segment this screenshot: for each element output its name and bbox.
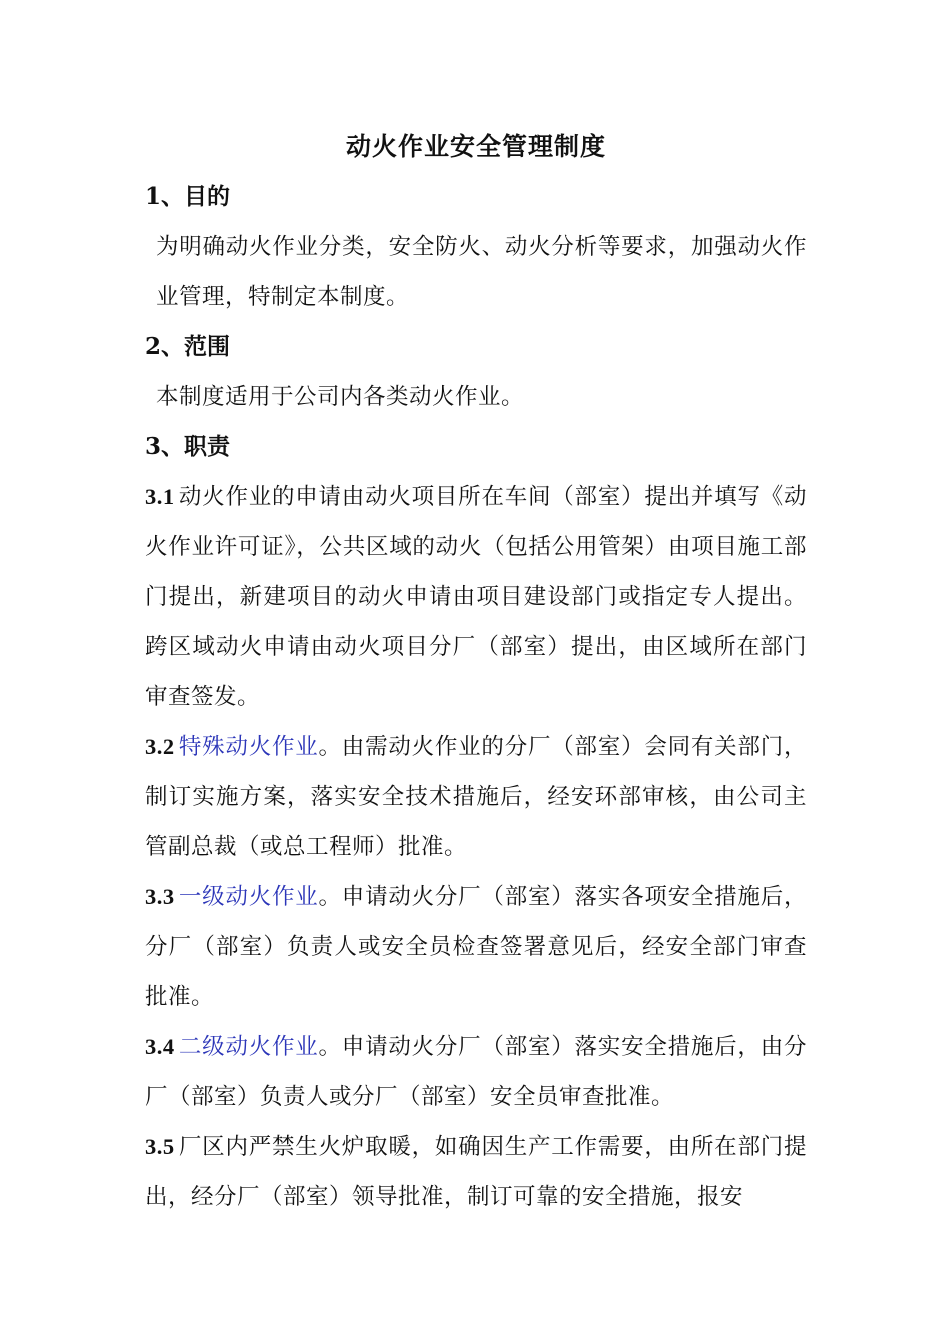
section-heading-duties: 3、职责 (145, 433, 231, 460)
duty-item-number: 3.4 (145, 1034, 175, 1059)
duty-item-number: 3.2 (145, 734, 175, 759)
section-heading-scope: 2、范围 (145, 333, 231, 360)
duty-item (145, 472, 807, 722)
duty-item-number: 3.5 (145, 1134, 175, 1159)
document-page (145, 126, 807, 1222)
duty-item (145, 872, 807, 1022)
duty-item-number: 3.3 (145, 884, 175, 909)
duty-item (145, 1022, 807, 1122)
document-title: 动火作业安全管理制度 (345, 132, 606, 161)
section-text-purpose: 为明确动火作业分类，安全防火、动火分析等要求，加强动火作业管理，特制定本制度。 (156, 234, 807, 310)
duty-item (145, 722, 807, 872)
duty-item-text: 。申请动火分厂（部室）落实各项安全措施后，分厂（部室）负责人或安全员检查签署意见后，经安全部门审查批准。 (145, 884, 807, 1010)
duty-item (145, 1122, 807, 1222)
section-heading-purpose: 1、目的 (145, 183, 231, 210)
duty-item-text: 动火作业的申请由动火项目所在车间（部室）提出并填写《动火作业许可证》，公共区域的动火（包括公用管架）由项目施工部门提出，新建项目的动火申请由项目建设部门或指定专人提出。跨区域动火申请由动火项目分厂（部室）提出，由区域所在部门审查签发。 (145, 484, 807, 710)
duty-item-term: 一级动火作业 (178, 884, 319, 910)
duty-item-term: 特殊动火作业 (178, 734, 319, 760)
duty-item-term: 二级动火作业 (178, 1034, 319, 1060)
duty-item-text: 。申请动火分厂（部室）落实安全措施后，由分厂（部室）负责人或分厂（部室）安全员审查批准。 (145, 1034, 807, 1110)
duty-item-number: 3.1 (145, 484, 175, 509)
section-text-scope: 本制度适用于公司内各类动火作业。 (156, 384, 525, 410)
duty-item-text: 厂区内严禁生火炉取暖，如确因生产工作需要，由所在部门提出，经分厂（部室）领导批准，制订可靠的安全措施，报安 (145, 1134, 807, 1210)
duty-item-text: 。由需动火作业的分厂（部室）会同有关部门，制订实施方案，落实安全技术措施后，经安环部审核，由公司主管副总裁（或总工程师）批准。 (145, 734, 807, 860)
